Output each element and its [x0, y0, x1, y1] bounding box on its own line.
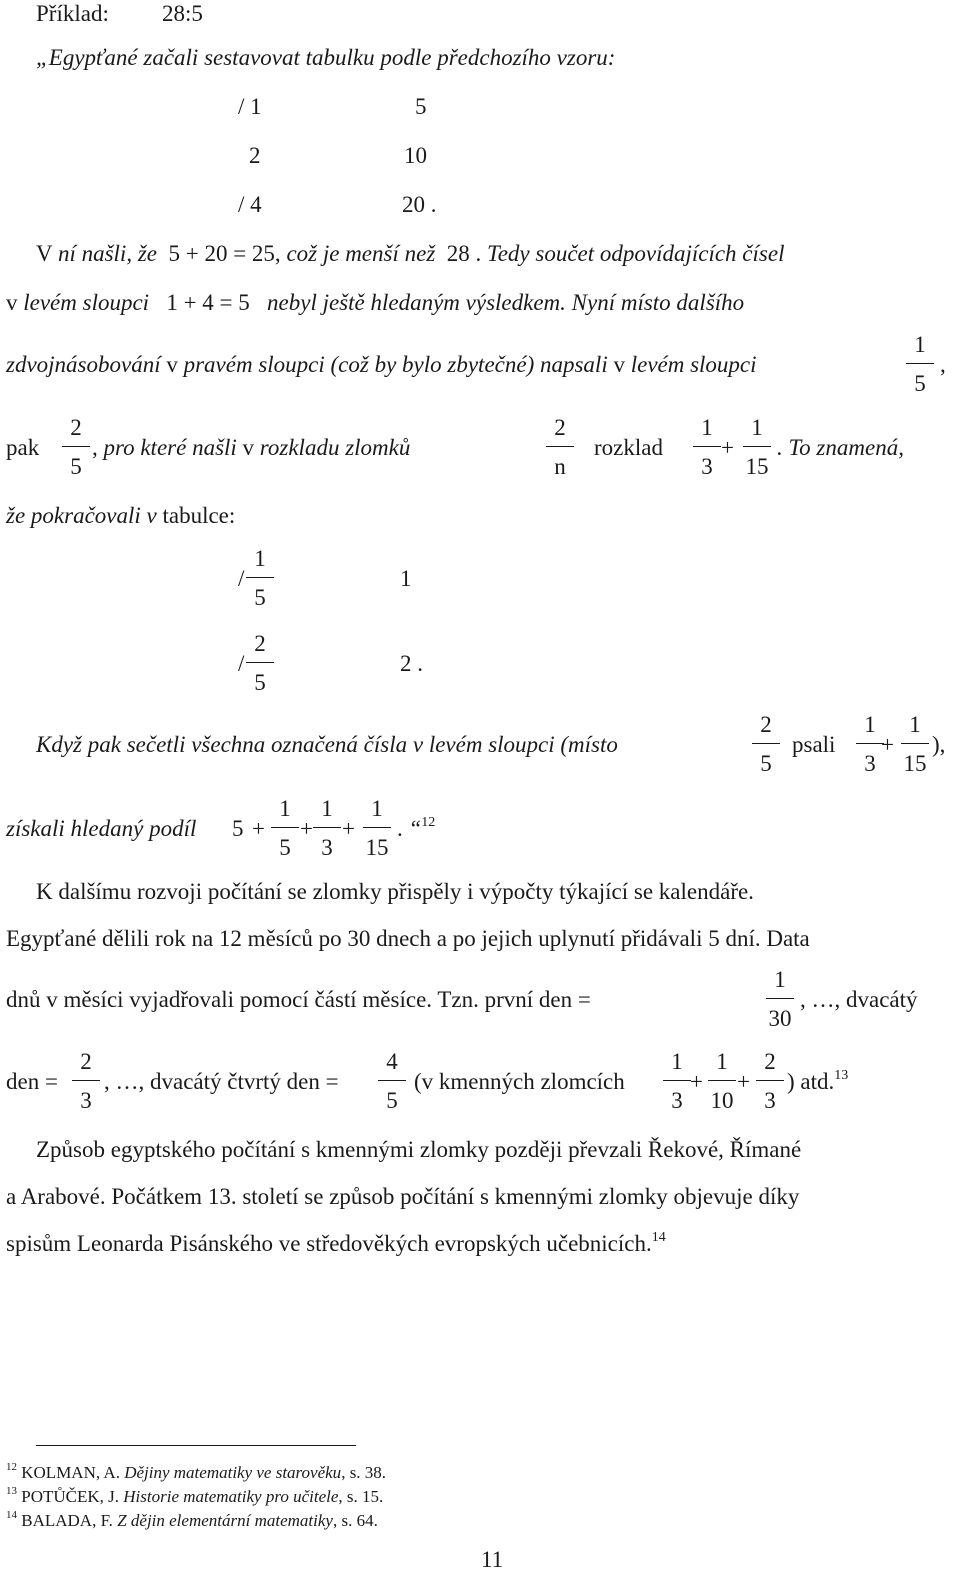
p3-fraction-one-thirtieth: 1 30 — [760, 966, 800, 1033]
p1-line2: v levém sloupci 1 + 4 = 5 nebyl ještě hledaným výsledkem. Nyní místo dalšího — [6, 290, 745, 315]
table1-right-3: 20 . — [402, 192, 437, 217]
table1-left-3: / 4 — [238, 192, 262, 217]
p3-fraction-four-fifths: 4 5 — [372, 1048, 412, 1115]
p2-line2-end: . “$^{12}$ — [397, 815, 436, 841]
footnote-separator — [36, 1445, 356, 1446]
p4-line2: a Arabové. Počátkem 13. století se způsob počítání s kmennými zlomky objevuje díky — [6, 1184, 800, 1209]
table2-left-1: / — [238, 566, 245, 591]
p2-fraction-one-third: 1 3 — [850, 711, 890, 778]
table1-left-1: / 1 — [238, 94, 262, 119]
footnote-14: $^{14}$ BALADA, F. Z dějin elementární matematiky, s. 64. — [6, 1509, 378, 1530]
p3-line3-end: , …, dvacátý — [800, 987, 918, 1012]
footnote-13: $^{13}$ POTŮČEK, J. Historie matematiky pro učitele, s. 15. — [6, 1485, 384, 1506]
p2-sum-one-fifteenth: 1 15 — [357, 795, 397, 862]
table1-right-1: 5 — [415, 94, 427, 119]
p3-line4-mid: , …, dvacátý čtvrtý den = — [104, 1069, 339, 1094]
p1-line5: že pokračovali v tabulce: — [6, 503, 236, 528]
table1-left-2: 2 — [249, 143, 261, 168]
p2-psali: psali — [792, 732, 836, 757]
p3-line2: Egypťané dělili rok na 12 měsíců po 30 dnech a po jejich uplynutí přidávali 5 dní. Data — [6, 926, 810, 951]
p2-fraction-one-fifteenth: 1 15 — [895, 711, 935, 778]
fraction-one-fifteenth: 1 15 — [737, 414, 777, 481]
table2-fraction-1: 1 5 — [240, 545, 280, 612]
footnote-12: $^{12}$ KOLMAN, A. Dějiny matematiky ve starověku, s. 38. — [6, 1461, 387, 1482]
table2-right-1: 1 — [400, 566, 412, 591]
fraction-one-fifth: 1 5 — [900, 331, 940, 398]
p3-line3: dnů v měsíci vyjadřovali pomocí částí měsíce. Tzn. první den = — [6, 987, 591, 1012]
page-number: 11 — [481, 1547, 504, 1572]
p1-line4-rozklad: rozklad — [594, 435, 663, 460]
p2-sum-one-third: 1 3 — [307, 795, 347, 862]
quote-intro: „Egypťané začali sestavovat tabulku podle předchozího vzoru: — [36, 45, 616, 70]
p3-line4-end: ) atd.$^{13}$ — [787, 1068, 849, 1094]
p2-line1: Když pak sečetli všechna označená čísla v levém sloupci (místo — [36, 732, 618, 757]
p1-line1: V ní našli, že 5 + 20 = 25, což je menší než 28 . Tedy součet odpovídajících čísel — [36, 241, 785, 266]
p2-fraction-two-fifths: 2 5 — [746, 711, 786, 778]
table2-right-2: 2 . — [400, 651, 423, 676]
table2-left-2: / — [238, 651, 245, 676]
p3-fraction-two-thirds: 2 3 — [66, 1048, 106, 1115]
table1-right-2: 10 — [404, 143, 427, 168]
p3-line4-kmenne: (v kmenných zlomcích — [414, 1069, 625, 1094]
p3-sum-one-third: 1 3 — [657, 1048, 697, 1115]
p1-line4-end: . To znamená, — [777, 435, 904, 460]
p3-line1: K dalšímu rozvoji počítání se zlomky přispěly i výpočty týkající se kalendáře. — [36, 879, 754, 904]
p2-five: 5 — [232, 816, 244, 841]
p3-sum-one-tenth: 1 10 — [702, 1048, 742, 1115]
p2-line1-end: ), — [932, 732, 946, 757]
fraction-two-n: 2 n — [540, 414, 580, 481]
p4-line3: spisům Leonarda Pisánského ve středověkých evropských učebnicích.$^{14}$ — [6, 1230, 666, 1256]
p2-sum-one-fifth: 1 5 — [265, 795, 305, 862]
p1-line3: zdvojnásobování v pravém sloupci (což by bylo zbytečné) napsali v levém sloupci — [6, 352, 757, 377]
example-value: 28:5 — [162, 1, 203, 26]
p1-line3-comma: , — [940, 352, 946, 377]
p4-line1: Způsob egyptského počítání s kmennými zlomky později převzali Řekové, Římané — [36, 1137, 802, 1162]
p1-line4-text: , pro které našli v rozkladu zlomků — [92, 435, 411, 460]
example-label: Příklad: — [36, 1, 109, 26]
table2-fraction-2: 2 5 — [240, 630, 280, 697]
p3-sum-two-thirds: 2 3 — [750, 1048, 790, 1115]
fraction-one-third: 1 3 — [687, 414, 727, 481]
fraction-two-fifths: 2 5 — [56, 414, 96, 481]
p3-line4-den: den = — [6, 1069, 58, 1094]
p1-line4-pak: pak — [6, 435, 40, 460]
p2-line2-text: získali hledaný podíl — [6, 816, 197, 841]
